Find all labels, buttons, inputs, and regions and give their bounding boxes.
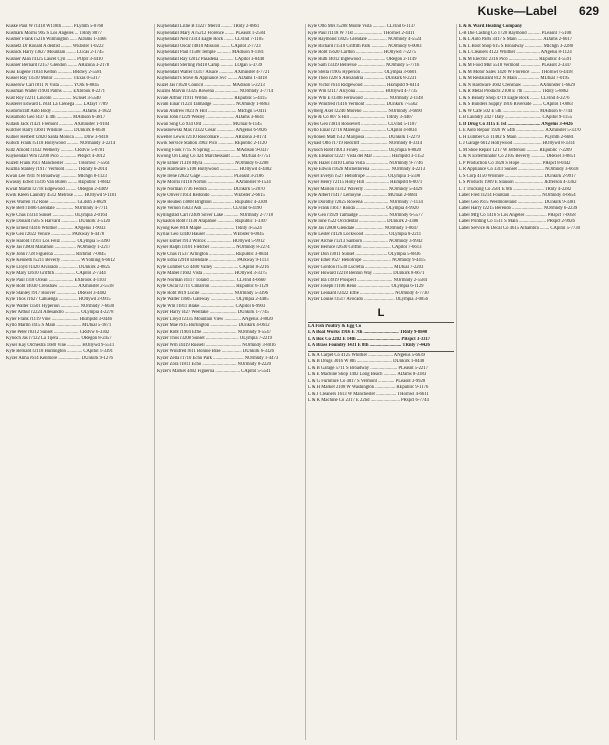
directory-entry: Kyle Jas r3804 Marathon .................. NOrmndy 1-2217 — [6, 245, 111, 250]
directory-entry: Kyle Robt r4030 Crenshaw ................ AXminster 2-5518 — [6, 284, 114, 289]
page-header-title: Kuske—Label — [477, 4, 557, 18]
directory-entry: Kyte Oscar r2711 Cimarron ..................... REpublic 6-1129 — [157, 284, 269, 289]
directory-entry: L P Production Co 1828 S Hope .................. PRspct 8-0442 — [459, 160, 571, 166]
directory-entry: Kyle Wm r2117 Alcyona ........................ HOllywd 4-7735 — [308, 89, 418, 94]
directory-entry: Kussman Walter r1904 Palms ........ EXbrook 8-2271 — [6, 89, 106, 94]
directory-entry: Kuske Paul W r1418 W118th ......... PLymth 5-0768 — [6, 24, 104, 29]
section-letter: L — [377, 306, 385, 319]
directory-entry: L & B Drugs 3016 W 8th .............................. DUnkirk 1-0448 — [308, 359, 425, 364]
directory-entry: L-B Die Casting Co 1720 Raymond ........... PLeasnt 7-5108 — [459, 30, 572, 36]
directory-entry: Kyllingstad Carl r2409 Silver Lake ............ NOrmndy 2-7718 — [157, 212, 273, 218]
directory-entry: Kyzer Bernice r2630 Griffin ........................ CApitol 7-6613 — [308, 245, 422, 250]
directory-entry: L & M Electric 2316 Pico ......................... REpublic 4-5591 — [459, 56, 572, 62]
directory-entry: Kutash Jack r1421 Fremont ............ AXminster 1-9104 — [6, 121, 110, 127]
directory-entry: Kwasniewski Max r3322 Cesar ............... ANgelus 6-9926 — [157, 128, 267, 133]
directory-entry: Kyzer Ida r3919 Prospect .............................. NOrmndy 2-5584 — [308, 277, 427, 283]
directory-entry: L M Shoe Repair 1217 W Jefferson .......... REpublic 7-2209 — [459, 147, 572, 153]
directory-entry: Kyte Geo r1929 Talmadge ......................... NOrmndy 6-5577 — [308, 212, 423, 218]
directory-entry: L & E Machine Shop 1402 Long Beach ........... ADams 8-3383 — [308, 372, 427, 377]
directory-entry: Kyle Walter r3501 Hyperion ................ NOrmndy 7-6630 — [6, 303, 115, 309]
directory-entry: L & L Cleaners 4122 Whittier .................... ANgelus 8-1124 — [459, 50, 572, 55]
listing-column-4 — [459, 24, 605, 740]
directory-entry: L A Boat Works 1916 E 7th .............................. TRnty 9-8840 — [308, 330, 428, 335]
directory-entry: L & J Cleaners 1613 W Manchester ................. THornwl 4-6611 — [308, 391, 429, 397]
directory-entry: Kyler Frank r1119 Vine ....................... HEmpstd 3-0446 — [6, 316, 112, 322]
directory-entry: L & S Beauty Shop 4719 Eagle Rock ........ CLvlnd 4-2276 — [459, 95, 570, 101]
page-header — [8, 4, 601, 22]
directory-entry: Kyle Morris r4118 Norton ....................... AXminster 8-1534 — [157, 180, 271, 185]
directory-entry: Kusumoto Geo r437 E 4th ............. MAdison 6-3817 — [6, 115, 106, 120]
directory-entry: Kvam Einar r1224 Talmadge ................... NOrmndy 1-8863 — [157, 102, 270, 107]
directory-entry: Label Printing Co 1511 S Main ....................... PRspct 2-9926 — [459, 219, 575, 224]
directory-entry: Kusnier Alan r4125 Laurel Cyn ........ POplr 3-4410 — [6, 56, 103, 62]
directory-entry: Kyle Chas r3314 Sunset .................. OLympia 2-0164 — [6, 212, 108, 218]
directory-entry: Kusmark Morris 905 S Los Angeles ... TRnty 8077 — [6, 30, 102, 36]
directory-entry: Kyle Stanley r917 Hoover ................. DRexel 3-4482 — [6, 290, 107, 296]
directory-entry: Kyle Otto Mrs r5208 Monte Vista ........... CLvlnd 6-1137 — [308, 24, 416, 29]
directory-entry: Kuykendall Mary A r5212 Florence ........ PLeasnt 1-2584 — [157, 30, 266, 36]
directory-entry: L & S Builders Supply 1816 Riverside ........ CApitol 1-0083 — [459, 102, 573, 107]
directory-entry: Kyllo Einar r2716 Marengo ..................... CApitol 4-8834 — [308, 128, 417, 133]
directory-entry: Kwik Kleen Laundry 4512 Melrose ........ HOllywd 9-1181 — [6, 193, 117, 198]
directory-entry: L & H Market 2108 W Washington ................. REpublic 9-1176 — [308, 385, 429, 390]
column-divider — [154, 24, 155, 740]
directory-entry: Label Service & Decal Co 4615 Alhambra ........ CApitol 5-7730 — [459, 225, 580, 231]
directory-entry: L & M Restaurant 812 N Main .................. MUtual 7-0195 — [459, 76, 570, 81]
directory-entry: Kutner Herbert r2820 Santa Monica ....... Dlrw 3-9418 — [6, 134, 109, 140]
directory-entry: Kwan Lee r941 N Broadway ............. MIchgn 8-1123 — [6, 173, 107, 179]
directory-entry: Kyes Warren r12 Rose ....................... GLdstn 3-8829 — [6, 199, 107, 205]
directory-entry: LA Fish Poultry & Egg Co — [308, 323, 362, 329]
directory-entry: Kyllonen Matt r512 Mariposa ................... DUnkirk 1-2279 — [308, 134, 420, 140]
directory-entry: Kusterer Edward L r834 La Cienega ...... LAfayt 7789 — [6, 102, 108, 107]
directory-entry: Kyte Norman r4117 Toland ...................... CLvlnd 4-6660 — [157, 277, 266, 283]
directory-entry: Kyle Thos r1627 Cahuenga ................ HOllywd 2-0915 — [6, 297, 111, 302]
directory-entry: L & W Cafe 502 E 5th ............................... MAdison 6-7744 — [459, 108, 573, 114]
listing-column-2 — [157, 24, 303, 740]
directory-entry: Kyzer Joseph r1106 Reno ............................ OLympia 6-1129 — [308, 284, 424, 289]
directory-entry: Kusmer Frank r5216 Wilmington ...... ADams 1-3466 — [6, 37, 107, 42]
directory-entry: Kyse Edwin r1626 Micheltorena ................. NOrmndy 4-2213 — [308, 167, 426, 172]
directory-entry: Kyle Ernest r4416 Whittier ............. ANgelus 1-9033 — [6, 225, 106, 231]
directory-entry: L & B Garage 5711 S Broadway ....................... PLeasnt 5-2217 — [308, 365, 428, 371]
directory-entry: Kyle Donald r505 S Harvard .............. DUnkirk 3-5120 — [6, 219, 111, 224]
directory-entry: Kyle Wm E r3306 Fernwood ..................... NOrmndy 2-1148 — [308, 95, 423, 101]
directory-entry: Kutsch Frank r5118 Hollywood .......... NOrmandy 3-2214 — [6, 141, 116, 146]
directory-entry: Kyzer Harry r427 Westlake ....................... DUnkirk 1-7745 — [157, 310, 269, 315]
directory-entry: Kvale Arthur r1911 Wilton ..................... REpublic 5-4415 — [157, 95, 267, 101]
directory-entry: Label Harry r2215 Berendo .......................... NOrmndy 6-2239 — [459, 206, 578, 211]
directory-entry: Kyle Vernon r5623 Ash ......................... CLvlnd 6-4190 — [157, 206, 262, 211]
directory-entry: L & A Carpet Co 4125 Whittier ..................... ANgelus 5-6639 — [308, 352, 425, 358]
directory-entry: Kwan John r1229 Wesley ........................ ADams 3-6641 — [157, 115, 265, 120]
directory-entry: Kyte Lester r4126 Lockwood .................... OLympia 8-2211 — [308, 232, 422, 237]
directory-entry: Kweller Lewis r2110 Roscomare ............ ARizona 3-0174 — [157, 134, 267, 140]
directory-entry: Kyser Esther r913 Wilcox ..................... HOllywd 5-9912 — [157, 238, 265, 244]
directory-entry: Kuykendall's Stove & Appliance Svc ........ ADams 1-4418 — [157, 76, 267, 81]
directory-entry: Kyle Kenneth r5211 Beverly ................ WYoming 6-6612 — [6, 258, 115, 263]
directory-entry: Kusnier Bernard r2157 Glendon ........ ARizona 3-2178 — [6, 63, 110, 68]
directory-entry: Kwasny Edwd r3316 Van Buren ........ REpublic 1-8842 — [6, 180, 111, 185]
directory-entry: Kyle Elmer r1318 Myra .......................... NOrmndy 6-2208 — [157, 160, 269, 166]
directory-entry: Kyle Richard r1510 Griffith Park ............. NOrmndy 6-0083 — [308, 43, 422, 49]
directory-entry: Kyzer Ethel r627 Heliotrope ........................ NOrmndy 9-4415 — [308, 258, 426, 263]
directory-entry: Kyle Winifred r1416 Vermont ................. DUnkirk 7-5562 — [308, 102, 418, 107]
column-divider — [305, 24, 306, 740]
directory-entry: Kyser Henry r2115 Holly Hill .................... HEmpstd 6-0071 — [308, 180, 423, 185]
directory-entry: Kyle Sam r3339 Bellevue ....................... NOrmndy 5-7716 — [308, 63, 420, 68]
directory-entry: Kyle Norman r736 Fedora ..................... DUnkirk 5-2870 — [157, 186, 265, 192]
directory-entry: Kwong Fook r715 N Spring ..................... MAdison 9-0337 — [157, 147, 269, 153]
directory-entry: Kynoch Robt r4013 Finley ........................ OLympia 6-8820 — [308, 147, 422, 153]
directory-entry: Kuykendall Ray r2812 Pasadena ............ CApitol 3-8440 — [157, 56, 265, 62]
directory-entry: Kuykendall Lillie B r3227 Mercd ......... TRnty 2-0861 — [157, 24, 260, 29]
directory-entry: Kyrk Hazel r3410 Loma Vista ................... NOrmndy 9-7746 — [308, 160, 423, 166]
directory-entry: Kusnetz Dr Ronald A dentist ......... WEbster 1-0222 — [6, 43, 104, 49]
directory-entry: Kyle Bert r1806 Glendale ............... NOrmndy 4-7711 — [6, 206, 108, 211]
directory-entry: Kyong Kee r818 Maple ........................... TRnty 4-5524 — [157, 225, 262, 231]
directory-entry: Kyte Jas r2808 Glendale ........................ NOrmndy 1-0047 — [308, 225, 419, 231]
directory-entry: Kyle Harold r1911 Los Feliz ............. OLympia 5-3390 — [6, 238, 110, 244]
directory-entry: Kyser Marion r3312 Waverly .................... NOrmndy 5-4429 — [308, 186, 423, 192]
directory-entry: Kussel Ray r3510 Motor ................ TExas 0-5317 — [6, 76, 100, 81]
directory-entry: Kyzer Zella r1710 Echo Park .......................... NOrmndy 1-4473 — [157, 355, 279, 361]
directory-entry: Kyle Mary r2610 Griffith ................. CApitol 2-7344 — [6, 271, 106, 276]
directory-entry: Kyte Walter r3605 Gateway ..................... OLympia 2-4485 — [157, 297, 269, 302]
directory-entry: Kuykendall Oscar r4810 Mission ........ CApitol 2-7723 — [157, 43, 261, 49]
directory-entry: Kuzins Marvin r3325 Rowena .................... NOrmndy 3-7714 — [157, 89, 274, 94]
directory-entry: Kyrk Eleanor r2227 Vista del Mar ............... HEmpstd 3-1152 — [308, 154, 424, 159]
directory-entry: Kyle Hardware 5108 Hollywood ................ HOllywd 4-4402 — [157, 167, 272, 172]
directory-entry: Label Mfg Co 1416 S Los Angeles .................. PRspct 7-0058 — [459, 212, 576, 218]
directory-entry: L & N Exterminator Co 2105 Beverly ............ DRexel 3-8851 — [459, 154, 576, 159]
directory-entry: L & M Motor Sales 1420 W Florence ........ THornwl 6-4418 — [459, 69, 573, 75]
directory-entry: Kuykendall Paul r1508 Temple ............ MAdison 9-1181 — [157, 50, 264, 55]
directory-entry: Kuykendall Neil r3314 Eagle Rock ........ CLvlnd 7-1105 — [157, 37, 264, 42]
directory-entry: L & M Food Mkt 5518 Vermont ................. PLeasnt 2-3347 — [459, 63, 572, 68]
directory-entry: Kyte Wm r1811 Blake ............................. CApitol 6-9903 — [157, 303, 266, 309]
directory-entry: Kyzer Alma r614 Kenmore ................... DUnkirk 9-1276 — [6, 355, 113, 361]
directory-entry: L A Brass Foundry 1431 E 8th ........................... TRnty 7-4426 — [308, 343, 430, 348]
display-ad-box — [308, 322, 454, 352]
directory-entry: Kyzer Leonard r2422 Effie ............................. NOrmndy 4-7730 — [308, 290, 429, 296]
directory-entry: Kwiat Martin r2718 Edgewood ......... ORegon 2-4409 — [6, 186, 108, 192]
directory-entry: L & L Auto Parts 3417 S Main ..................... ADams 2-6617 — [459, 37, 573, 42]
directory-entry: Kyzer Mae r615 Burlington ....................... DUnkirk 4-0612 — [157, 323, 270, 328]
directory-entry: Kustomcraft Auto Body ......................... ADams 3-1822 — [6, 108, 112, 114]
directory-entry: Kyle Stella r1905 Hyperion ................... OLympia 3-6601 — [308, 69, 417, 75]
directory-entry: Kuss Eugene r1834 Kelton ............ BRdwy 2-5581 — [6, 69, 102, 75]
directory-entry: L S Corp 4150 Wilshire ................................. DUnkirk 2-9917 — [459, 173, 576, 179]
directory-entry: Kyte Dorothy r2825 Rowena ..................... NOrmndy 7-1134 — [308, 199, 423, 205]
directory-entry: Kyte Robt r819 Lucile ............................ NOrmndy 5-3396 — [157, 290, 268, 296]
directory-entry: Kuykendall Wm r2200 Pico .............. PRspct 4-3012 — [6, 154, 106, 159]
directory-entry: Kyte Ione r522 Occidental ....................... DUnkirk 2-3386 — [308, 219, 419, 224]
directory-entry: Kuzma Stanley r1917 Vermont .......... TRinity 6-2014 — [6, 167, 108, 172]
directory-entry: Kyser Kay Orchestra 1680 Vine ............ HOllywd 9-5511 — [6, 342, 115, 348]
directory-entry: Kyle Theo r228 S Alexandria ................. DUnkirk 8-2231 — [308, 76, 417, 81]
directory-entry: Kyle Geo r2022 Venice ................. PArkway 6-4478 — [6, 232, 105, 237]
directory-entry: Kyrias Geo r2440 Hauser ...................... WEbster 6-0045 — [157, 232, 264, 237]
directory-entry: Kyzer Howard r2218 Benton Way ................ DUnkirk 8-6671 — [308, 271, 425, 276]
directory-entry: L & L Boot Shop 615 S Broadway ............... MIchgn 3-2280 — [459, 43, 574, 49]
directory-entry: Kwan Andrew r823 N Hill ........................ MIchgn 5-0411 — [157, 108, 267, 114]
column-divider — [456, 24, 457, 740]
directory-entry: Kusserow Carl r811 N Vista ........... YOrk 6-8845 — [6, 82, 100, 88]
directory-entry: Kwan Sing Co 934 Ord ......................... MUtual 6-1145 — [157, 121, 262, 127]
listing-column-1 — [6, 24, 152, 740]
directory-entry: Kutz Arnold r1432 Wetherly ........... CRstvw 5-0781 — [6, 147, 105, 153]
directory-entry: Kyle Irene r2822 Gage ........................... PLeasnt 3-2186 — [157, 173, 264, 179]
directory-entry: Kuzell Frank r611 Manchester ........... THornwl 7-5561 — [6, 160, 111, 166]
directory-entry: Kyser Ralph r3101 Fletcher ..................... NOrmndy 8-2274 — [157, 245, 270, 250]
directory-entry: Kyser Evelyn r527 Heliotrope .................. OLympia 1-5590 — [308, 173, 421, 179]
directory-entry: Kyzer Gordon r1530 Lucretia ........................ MUtual 7-2203 — [308, 264, 424, 270]
directory-entry: L & N Hardware 3602 Crenshaw .............. AXminster 1-6629 — [459, 82, 575, 88]
directory-entry: Label Fred r3214 Fountain .......................... NOrmndy 4-6654 — [459, 193, 576, 198]
directory-entry: L R Appliance Co 3311 Sunset ...................... NOrmndy 3-6618 — [459, 167, 579, 172]
listing-column-3 — [308, 24, 454, 740]
directory-entry: Kyte Mabel r1602 Vista .......................... HOllywd 3-3375 — [157, 271, 267, 276]
directory-entry: Kwong On Lung Co 424 Marchessault ........ MUtual 4-7751 — [157, 154, 271, 159]
directory-entry: Kyte Lumber Co 4400 Valley ..................... CApitol 8-2216 — [157, 264, 269, 270]
directory-entry: Kust Roy r2211 Lincoln ................ SUnset 3-5540 — [6, 95, 101, 101]
directory-entry: Kyle Paul r318 Ocean ..................... EXbrook 4-1103 — [6, 277, 106, 283]
directory-entry: L D Drug Co 3115 E 1st ............................ ANgelus 3-4426 — [459, 121, 573, 127]
directory-entry: L T Trucking Co 2501 E 8th .......................... TRnty 4-2282 — [459, 186, 572, 192]
directory-entry: Kyle Paul r1118 W 71st ........................ THornwl 2-4411 — [308, 30, 415, 36]
directory-entry: Label Geo r615 Westmoreland ...................... DUnkirk 9-3381 — [459, 199, 576, 205]
directory-entry: L & K Ward Heating Company — [459, 24, 523, 29]
directory-entry: Kyzer's Market 4402 Figueroa ..................... CApitol 5-5541 — [157, 368, 271, 374]
directory-entry: Kyle Lloyd r1420 Alvarado ................ DUnkirk 2-8825 — [6, 264, 111, 270]
directory-entry: Kynoch Jas r7122 La Tijera .................. ORegon 8-2457 — [6, 336, 112, 341]
directory-entry: Kyle Victor r614 Ridgewood ................... HEmpstd 9-0414 — [308, 82, 420, 88]
directory-entry: Kuykendall Sterling r6418 Camp ........... LOgan 5-3739 — [157, 63, 263, 68]
directory-entry: L E Auto Repair 1926 W 54th ........................ AXminster 5-3370 — [459, 128, 581, 133]
directory-entry: Kyne Peter r8312 Sunset ..................... CRstvw 6-3302 — [6, 329, 110, 335]
directory-entry: Kyzer Louise r3517 Avocado .......................... OLympia 3-0056 — [308, 297, 428, 302]
directory-entry: Kyzer Archie r1213 Sanborn ..................... NOrmndy 3-9942 — [308, 238, 423, 244]
directory-entry: Kyzer Robt r1904 Effie ............................. NOrmndy 9-5547 — [157, 329, 272, 335]
directory-entry: Kyte Chas r1537 Arlington ...................... REpublic 3-8844 — [157, 251, 269, 257]
directory-entry: Kynast Otto r1719 Redcliff ....................... NOrmndy 8-3314 — [308, 141, 423, 146]
directory-entry: Kyte Edna r2918 Ellendale ....................... PArkway 9-1113 — [157, 258, 269, 263]
directory-entry: Kyle Reuben r3808 Brighton .................. REpublic 4-3309 — [157, 199, 268, 205]
directory-entry: L A Box Co 2202 E 14th ..................................... PRspct 3-3317 — [308, 336, 431, 342]
directory-entry: Kwik Service Station 3902 Pico ............. REpublic 2-1120 — [157, 141, 267, 146]
directory-entry: L B Laundry 2427 Daly ............................... CApitol 9-1155 — [459, 115, 572, 120]
directory-entry: Kylberg Axel r2240 Moreno ..................... NOrmndy 3-6690 — [308, 108, 422, 114]
directory-entry: Kusnick Harry r3627 Mountain ........ LUcas 2-1745 — [6, 50, 104, 55]
directory-entry: Kyle Oliver r1614 Redondo ................... WEbster 2-6615 — [157, 193, 265, 198]
directory-entry: L S Products 1909 E Slauson ........................ JEfferson 4-3362 — [459, 180, 577, 185]
directory-entry: Kyzer Don r3011 Sunset ........................... OLympia 5-8836 — [308, 251, 421, 257]
directory-entry: L & R Metal Products 2108 E 7th ............... TRnty 5-8862 — [459, 89, 569, 94]
directory-entry: Kyllo Martin r415 S Main ..................... MUtual 5-1871 — [6, 323, 112, 328]
directory-entry: Kutcher Harry r3601 Wilshire ........ DUnkirk 8-6630 — [6, 128, 106, 133]
directory-entry: Kyle Robt r5620 Carlton ....................... HOllywd 7-2275 — [308, 50, 416, 55]
directory-entry: Kuykendall Walter r3317 Alsace ............ AXminster 4-7721 — [157, 69, 270, 75]
directory-entry: Kynaston Robt r1130 Arapahoe .............. REpublic 1-3307 — [157, 219, 268, 224]
directory-entry: L & K Machine Co 2317 E 22nd ......................... PRspct 6-7744 — [308, 398, 429, 403]
directory-entry: Kyle Raymond r3025 Glendale ................ NOrmndy 4-5524 — [308, 37, 422, 42]
directory-entry: Kyte Albert r1417 Lemoyne ..................... MUtual 2-6684 — [308, 193, 417, 198]
directory-entry: Kuzel Jas r1620 Council ....................... MAdison 5-2213 — [157, 82, 265, 88]
directory-entry: Kyte Bernard r2118 Huntington ............. CApitol 1-3391 — [6, 349, 113, 354]
directory-entry: L J Garage 6612 Hollywood ........................ HOllywd 8-3314 — [459, 141, 575, 146]
directory-entry: Kyzer Winifred r611 Bonnie Brae ................. DUnkirk 6-3326 — [157, 349, 274, 354]
page-number: 629 — [578, 4, 599, 18]
directory-entry: Kyzer Wm r4419 Russell .............................. NOrmndy 3-8816 — [157, 342, 276, 348]
directory-entry: Kyle Ruth r4012 Inglewood .................... ORegon 2-1149 — [308, 56, 417, 62]
directory-entry: L & G Furniture Co 4817 S Vermont .............. PLeasnt 3-9928 — [308, 378, 426, 384]
directory-entry: Kyler Arthur r2224 Allesandro ............. OLympia 4-2278 — [6, 310, 114, 315]
directory-entry: Kyles Geo r3814 Roosevelt ...................... CLvlnd 5-1187 — [308, 121, 417, 127]
directory-entry: Kyzer Lloyd r2335 Mountain View .............. ANgelus 3-8820 — [157, 316, 273, 322]
directory-entry: Kyte Frank r3617 Ronda ......................... OLympia 4-9920 — [308, 206, 419, 211]
directory-entry: Kyle John r728 Figueroa .................. RIchmd 7-0045 — [6, 251, 106, 257]
directory-entry: Kyzer Zora r1811 Echo ............................. NOrmndy 8-2220 — [157, 362, 271, 367]
directory-entry: L H Lumber Co 11402 S Main ...................... PLymth 2-6681 — [459, 134, 574, 140]
directory-entry: Kyle & Co 807 S Hill .............................. TRnty 3-4407 — [308, 115, 413, 120]
directory-entry: Kyzer Thos r3208 Sunset ............................ OLympia 7-2219 — [157, 336, 273, 341]
